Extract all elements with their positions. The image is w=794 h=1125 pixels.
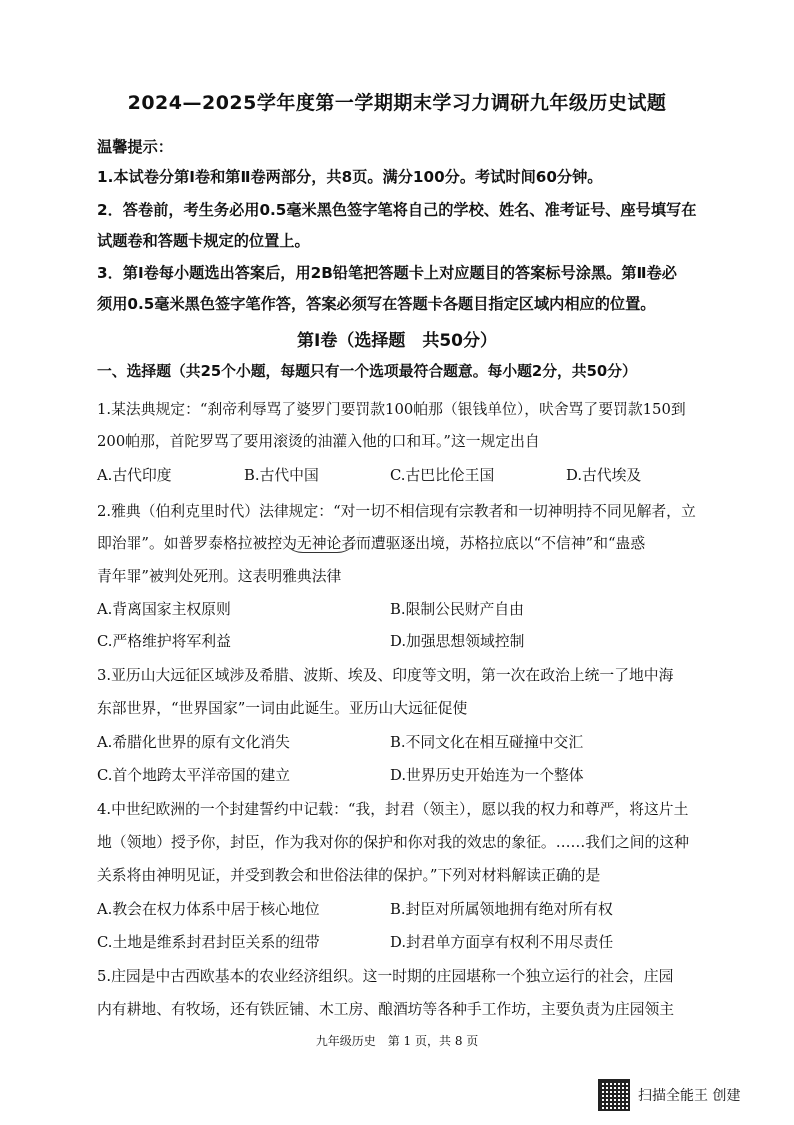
q2-stem-line-1: 2.雅典（伯利克里时代）法律规定：“对一切不相信现有宗教者和一切神明持不同见解者，立 [97, 503, 696, 520]
q4-option-a: A.教会在权力体系中居于核心地位 [97, 901, 320, 918]
handwritten-underline-mark [280, 530, 360, 553]
tip-2a: 2．答卷前，考生务必用0.5毫米黑色签字笔将自己的学校、姓名、准考证号、座号填写在 [97, 201, 697, 219]
q1-option-d: D.古代埃及 [566, 467, 642, 484]
q1-stem-line-2: 200帕那，首陀罗骂了要用滚烫的油灌入他的口和耳。”这一规定出自 [97, 433, 540, 450]
section-title: 第Ⅰ卷（选择题 共50分） [297, 331, 497, 351]
q1-option-b: B.古代中国 [244, 467, 319, 484]
scanner-watermark [598, 1075, 778, 1115]
q2-option-c: C.严格维护将军利益 [97, 633, 231, 650]
q3-option-c: C.首个地跨太平洋帝国的建立 [97, 767, 291, 784]
q1-stem-line-1: 1.某法典规定：“刹帝利辱骂了婆罗门要罚款100帕那（银钱单位），吠舍骂了要罚款150到 [97, 401, 686, 418]
page-footer: 九年级历史 第 1 页，共 8 页 [315, 1034, 479, 1048]
scanner-label: 扫描全能王 创建 [638, 1088, 741, 1104]
q4-option-b: B.封臣对所属领地拥有绝对所有权 [390, 901, 613, 918]
tip-2b: 试题卷和答题卡规定的位置上。 [97, 232, 310, 250]
q5-stem-line-2: 内有耕地、有牧场，还有铁匠铺、木工房、酿酒坊等各种手工作坊，主要负责为庄园领主 [97, 1001, 675, 1018]
q2-option-d: D.加强思想领域控制 [390, 633, 525, 650]
tip-3a: 3．第Ⅰ卷每小题选出答案后，用2B铅笔把答题卡上对应题目的答案标号涂黑。第Ⅱ卷必 [97, 264, 677, 282]
q2-option-b: B.限制公民财产自由 [390, 601, 524, 618]
tips-heading: 温馨提示： [97, 138, 173, 156]
q2-stem-line-2: 即治罪”。如普罗泰格拉被控为无神论者而遭驱逐出境，苏格拉底以“不信神”和“蛊惑 [97, 535, 646, 552]
q3-option-a: A.希腊化世界的原有文化消失 [97, 734, 290, 751]
q2-option-a: A.背离国家主权原则 [97, 601, 231, 618]
tip-1: 1.本试卷分第Ⅰ卷和第Ⅱ卷两部分，共8页。满分100分。考试时间60分钟。 [97, 168, 603, 186]
q1-option-c: C.古巴比伦王国 [390, 467, 495, 484]
tip-3b: 须用0.5毫米黑色签字笔作答，答案必须写在答题卡各题目指定区域内相应的位置。 [97, 295, 656, 313]
q4-stem-line-3: 关系将由神明见证，并受到教会和世俗法律的保护。”下列对材料解读正确的是 [97, 867, 601, 884]
q3-stem-line-1: 3.亚历山大远征区域涉及希腊、波斯、埃及、印度等文明，第一次在政治上统一了地中海 [97, 667, 674, 684]
q4-option-c: C.土地是维系封君封臣关系的纽带 [97, 934, 320, 951]
q3-option-b: B.不同文化在相互碰撞中交汇 [390, 734, 584, 751]
q3-stem-line-2: 东部世界，“世界国家”一词由此诞生。亚历山大远征促使 [97, 700, 468, 717]
q4-option-d: D.封君单方面享有权利不用尽责任 [390, 934, 614, 951]
q1-option-a: A.古代印度 [97, 467, 172, 484]
q4-stem-line-1: 4.中世纪欧洲的一个封建誓约中记载：“我，封君（领主），愿以我的权力和尊严，将这片土 [97, 801, 689, 818]
q2-stem-line-3: 青年罪”被判处死刑。这表明雅典法律 [97, 568, 342, 585]
q3-option-d: D.世界历史开始连为一个整体 [390, 767, 584, 784]
q5-stem-line-1: 5.庄园是中古西欧基本的农业经济组织。这一时期的庄园堪称一个独立运行的社会，庄园 [97, 968, 674, 985]
q4-stem-line-2: 地（领地）授予你，封臣，作为我对你的保护和你对我的效忠的象征。……我们之间的这种 [97, 834, 689, 851]
part-heading: 一、选择题（共25个小题，每题只有一个选项最符合题意。每小题2分，共50分） [97, 363, 637, 380]
exam-title: 2024—2025学年度第一学期期末学习力调研九年级历史试题 [127, 92, 667, 114]
qr-code-icon [598, 1079, 630, 1111]
